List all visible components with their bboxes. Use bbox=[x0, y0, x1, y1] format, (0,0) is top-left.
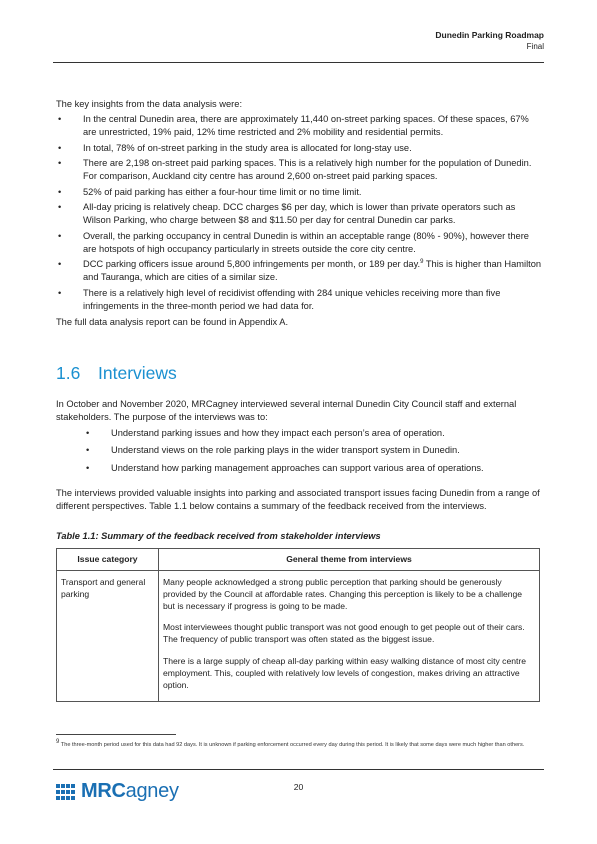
insight-item bbox=[56, 258, 542, 284]
section-intro: In October and November 2020, MRCagney interviewed several internal Dunedin City Council staff and external stakeholders. The purpose of the interviews was to: bbox=[56, 398, 517, 422]
section-summary: The interviews provided valuable insights into parking and associated transport issues facing Dunedin from a range of different perspectives. Table 1.1 below contains a summary of the feedback received from the interviews. bbox=[56, 488, 540, 512]
column-header: Issue category bbox=[57, 549, 159, 570]
page-number: 20 bbox=[293, 782, 304, 792]
insight-item: • All-day pricing is relatively cheap. DCC charges $6 per day, which is lower than private operators such as Wilson Parking, who charge between $8 and $11.50 per day for central Dunedin car parks. bbox=[56, 201, 542, 227]
footer-divider bbox=[53, 769, 544, 770]
document-title: Dunedin Parking Roadmap bbox=[435, 30, 544, 40]
insights-list bbox=[56, 113, 542, 313]
insight-item: • In the central Dunedin area, there are approximately 11,440 on-street parking spaces. Of these spaces, 67% are unrestricted, 19% paid, 12% time restricted and 2% mobility and residential permits. bbox=[56, 113, 542, 139]
footnote-divider bbox=[56, 734, 176, 735]
theme-paragraph: Most interviewees thought public transport was not good enough to get people out of their cars. The frequency of public transport was often stated as the biggest issue. bbox=[163, 622, 525, 645]
insight-item: • There is a relatively high level of recidivist offending with 284 unique vehicles receiving more than five infringements in the three-month period we had data for. bbox=[56, 287, 542, 313]
footnote bbox=[56, 741, 546, 749]
logo-wordmark: MRCagney bbox=[81, 780, 179, 802]
page-body bbox=[56, 98, 542, 702]
table-caption: Table 1.1: Summary of the feedback received from stakeholder interviews bbox=[56, 531, 381, 542]
footnote-mark: 9 bbox=[56, 739, 60, 746]
column-header: General theme from interviews bbox=[159, 549, 540, 570]
document-status: Final bbox=[526, 42, 544, 51]
insight-text: This is higher than Hamilton and Tauranga, which are cities of a similar size. bbox=[83, 259, 542, 283]
insight-item: • 52% of paid parking has either a four-hour time limit or no time limit. bbox=[56, 186, 542, 199]
purpose-item: • Understand how parking management approaches can support various area of operations. bbox=[56, 462, 542, 475]
footnote-reference: 9 bbox=[420, 259, 424, 266]
insight-item: • There are 2,198 on-street paid parking spaces. This is a relatively high number for the population of Dunedin. For comparison, Auckland city centre has around 2,600 on-street paid parking spaces. bbox=[56, 157, 542, 183]
page-header bbox=[435, 30, 544, 51]
table-header-row bbox=[57, 549, 540, 570]
issue-category-cell: Transport and general parking bbox=[57, 570, 159, 702]
insight-item: • Overall, the parking occupancy in central Dunedin is within an acceptable range (80% - 90%), however there are hotspots of high occupancy particularly in streets outside the core city centre. bbox=[56, 230, 542, 256]
insight-text: DCC parking officers issue around 5,800 infringements per month, or 189 per day. bbox=[83, 259, 421, 270]
section-title: Interviews bbox=[98, 362, 177, 383]
insight-item: • In total, 78% of on-street parking in the study area is allocated for long-stay use. bbox=[56, 142, 542, 155]
theme-paragraph: Many people acknowledged a strong public perception that parking should be generously provided by the Council at affordable rates. Changing this perception is likely to be a challenge but is necessary if progress is going to be made. bbox=[163, 576, 523, 611]
purpose-item: • Understand views on the role parking plays in the wider transport system in Dunedin. bbox=[56, 444, 542, 457]
insights-closing: The full data analysis report can be found in Appendix A. bbox=[56, 316, 289, 327]
section-number: 1.6 bbox=[56, 362, 81, 383]
theme-cell bbox=[159, 570, 540, 702]
insights-intro: The key insights from the data analysis were: bbox=[56, 99, 243, 109]
table-row bbox=[57, 570, 540, 702]
footnote-text: The three-month period used for this data had 92 days. It is unknown if parking enforcement occurred every day during this period. It is likely that some days were much higher than others. bbox=[59, 742, 525, 748]
theme-paragraph: There is a large supply of cheap all-day parking within easy walking distance of most city centre employment. This, coupled with relatively low levels of congestion, makes driving an attractive option. bbox=[163, 655, 527, 690]
header-divider bbox=[53, 62, 544, 63]
feedback-table bbox=[56, 548, 540, 702]
purpose-item: • Understand parking issues and how they impact each person’s area of operation. bbox=[56, 427, 542, 440]
purpose-list bbox=[56, 427, 542, 475]
section-heading bbox=[56, 363, 542, 383]
